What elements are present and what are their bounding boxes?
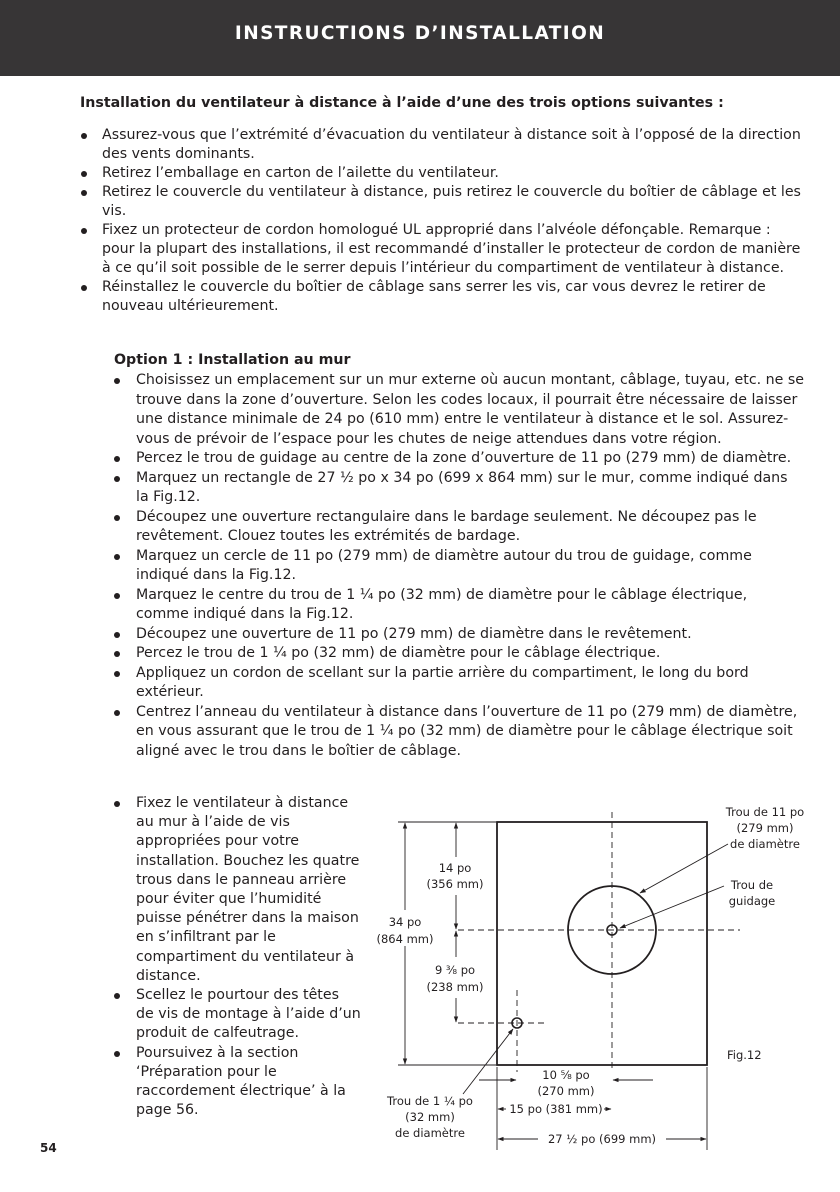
list-item: Choisissez un emplacement sur un mur externe où aucun montant, câblage, tuyau, etc. ne se trouve dans la zone d’ouverture. Selon les codes locaux, il pourrait être nécessaire de laisser une distance minimale de 24 po (610 mm) entre le ventilateur à distance et le sol. Assurez-vous de prévoir de l’espace pour les chutes de neige attendues dans votre région. (136, 371, 804, 449)
dim-10-label: (270 mm) (537, 1084, 595, 1098)
list-item: Retirez le couvercle du ventilateur à distance, puis retirez le couvercle du boîtier de câblage et les vis. (102, 184, 801, 219)
list-item: Appliquez un cordon de scellant sur la partie arrière du compartiment, le long du bord extérieur. (136, 664, 804, 703)
list-item: Découpez une ouverture de 11 po (279 mm) de diamètre dans le revêtement. (136, 625, 804, 645)
centre-lines (458, 812, 740, 1072)
list-item: Réinstallez le couvercle du boîtier de câblage sans serrer les vis, car vous devrez le retirer de nouveau ultérieurement. (102, 278, 802, 316)
dim-14-label: (356 mm) (426, 877, 484, 891)
list-item: Fixez un protecteur de cordon homologué UL approprié dans l’alvéole défonçable. Remarque : pour la plupart des installations, il est recommandé d’installer le protecteur de cordon de manière à ce qu’il soit possible de le serrer depuis l’intérieur du compartiment de ventilateur à distance. (102, 222, 801, 276)
callout-11-hole: (279 mm) (736, 821, 794, 835)
callout-pilot-hole: guidage (728, 894, 776, 908)
list-item: Assurez-vous que l’extrémité d’évacuation du ventilateur à distance soit à l’opposé de la direction des vents dominants. (102, 127, 801, 162)
list-item: Marquez le centre du trou de 1 ¼ po (32 mm) de diamètre pour le câblage électrique, comme indiqué dans la Fig.12. (136, 586, 804, 625)
option-1-heading: Option 1 : Installation au mur (114, 352, 351, 368)
callout-11-hole: Trou de 11 po (725, 805, 805, 819)
list-item: Percez le trou de guidage au centre de la zone d’ouverture de 11 po (279 mm) de diamètre. (136, 449, 804, 469)
figure-label: Fig.12 (727, 1048, 762, 1062)
callout-wiring-hole: (32 mm) (405, 1110, 455, 1124)
list-item: Centrez l’anneau du ventilateur à distance dans l’ouverture de 11 po (279 mm) de diamètre, en vous assurant que le trou de 1 ¼ po (32 mm) de diamètre pour le câblage électrique soit aligné avec le trou dans le boîtier de câblage. (136, 703, 804, 762)
list-item: Marquez un rectangle de 27 ½ po x 34 po (699 x 864 mm) sur le mur, comme indiqué dans la Fig.12. (136, 469, 804, 508)
list-item: Marquez un cercle de 11 po (279 mm) de diamètre autour du trou de guidage, comme indiqué dans la Fig.12. (136, 547, 804, 586)
list-item: Fixez le ventilateur à distance au mur à l’aide de vis appropriées pour votre installation. Bouchez les quatre trous dans le panneau arrière pour éviter que l’humidité puisse pénétrer dans la maison en s’infiltrant par le compartiment du ventilateur à distance. (136, 794, 361, 986)
list-item: Percez le trou de 1 ¼ po (32 mm) de diamètre pour le câblage électrique. (136, 644, 804, 664)
dim-27-label: 27 ½ po (699 mm) (547, 1132, 657, 1146)
list-item: Retirez l’emballage en carton de l’ailette du ventilateur. (102, 164, 802, 183)
callout-wiring-hole: de diamètre (395, 1126, 465, 1140)
callout-11-hole: de diamètre (730, 837, 800, 851)
list-item: Découpez une ouverture rectangulaire dans le bardage seulement. Ne découpez pas le revêtement. Clouez toutes les extrémités de bardage. (136, 508, 804, 547)
dim-14-label: 14 po (438, 861, 472, 875)
dim-15-label: 15 po (381 mm) (509, 1102, 603, 1116)
list-item: Scellez le pourtour des têtes de vis de montage à l’aide d’un produit de calfeutrage. (136, 986, 361, 1044)
dim-9-label: 9 ⅜ po (434, 963, 476, 977)
list-item: Poursuivez à la section ‘Préparation pour le raccordement électrique’ à la page 56. (136, 1044, 361, 1121)
dim-34-label: 34 po (388, 915, 422, 929)
dim-10-label: 10 ⅝ po (542, 1068, 590, 1082)
wall-opening-rectangle (497, 822, 707, 1065)
page-title: INSTRUCTIONS D’INSTALLATION (234, 22, 606, 44)
callout-wiring-hole: Trou de 1 ¼ po (387, 1094, 473, 1108)
callout-pilot-hole: Trou de (730, 878, 774, 892)
dim-9-label: (238 mm) (426, 980, 484, 994)
dim-34-label: (864 mm) (376, 932, 434, 946)
intro-heading: Installation du ventilateur à distance à l’aide d’une des trois options suivantes : (80, 95, 724, 111)
page-number: 54 (40, 1141, 57, 1155)
